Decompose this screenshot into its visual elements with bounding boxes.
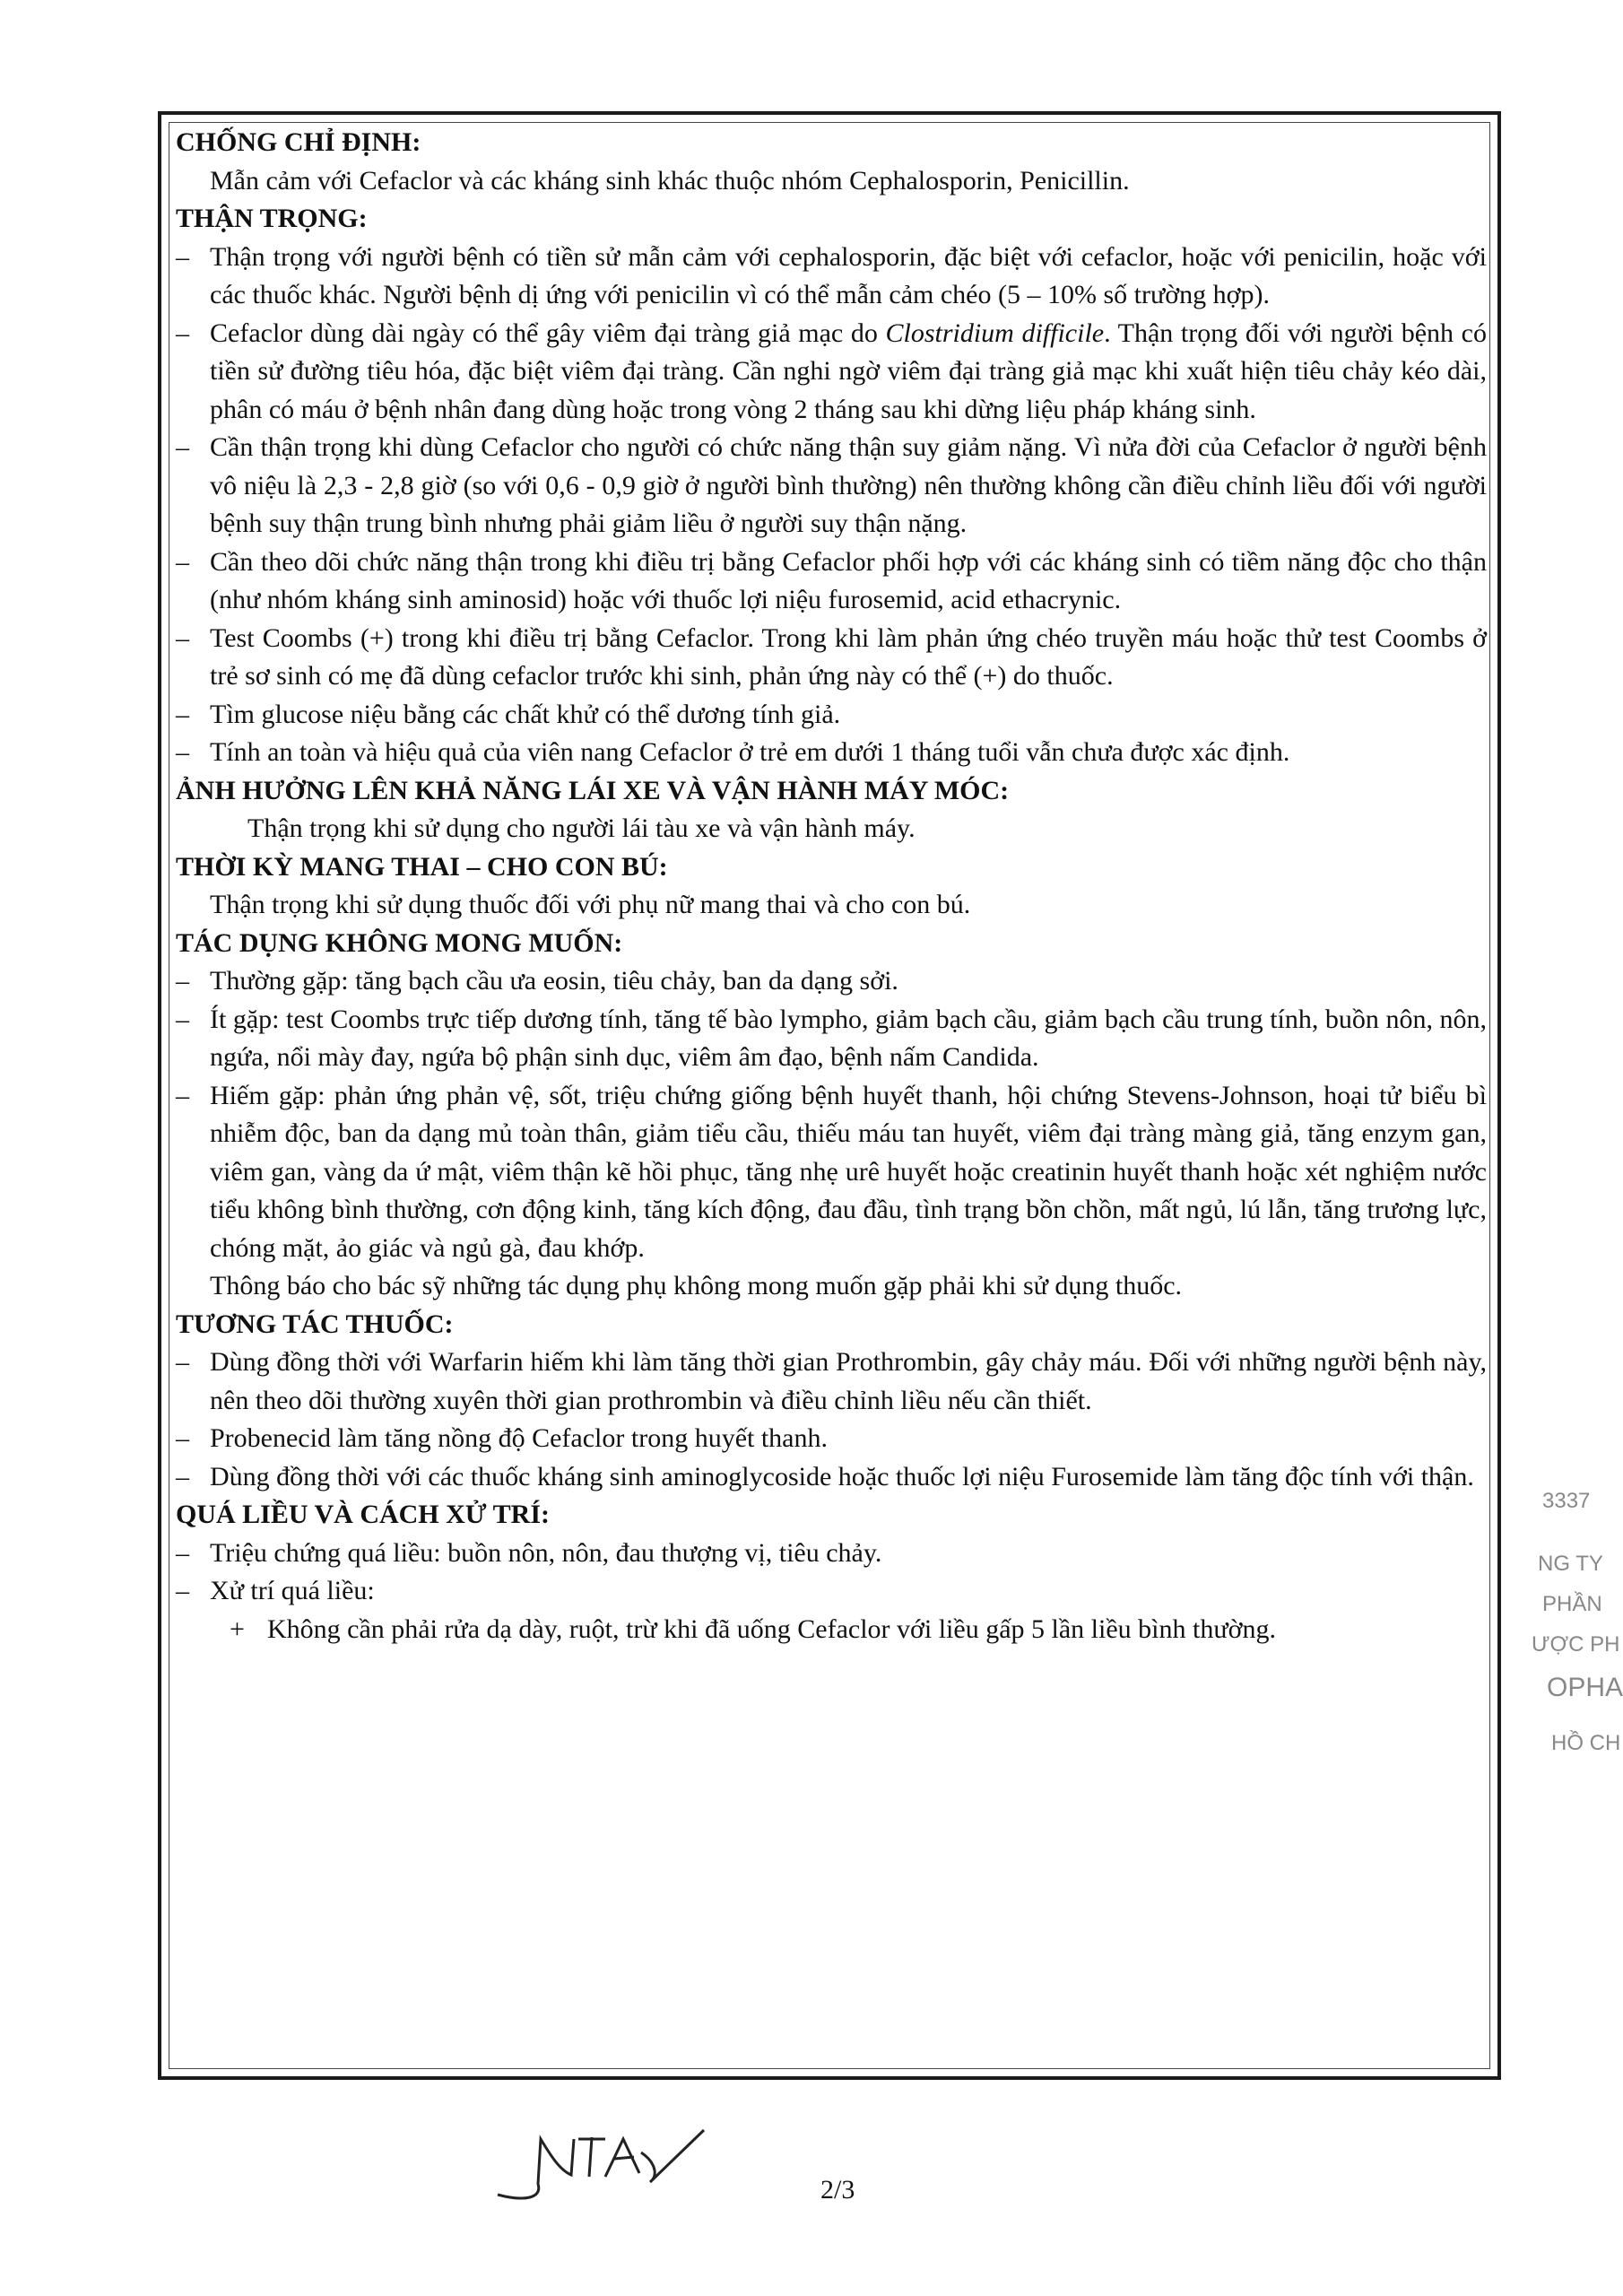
page-number: 2/3 <box>820 2175 855 2205</box>
adverse-note: Thông báo cho bác sỹ những tác dụng phụ không mong muốn gặp phải khi sử dụng thuốc. <box>210 1271 1183 1300</box>
interaction-heading: TƯƠNG TÁC THUỐC: <box>176 1309 454 1339</box>
pregnancy-text: Thận trọng khi sử dụng thuốc đối với phụ nữ mang thai và cho con bú. <box>210 890 971 919</box>
handwritten-signature <box>489 2112 722 2211</box>
caution-item-text: Thận trọng với người bệnh có tiền sử mẫn cảm với cephalosporin, đặc biệt với cefaclor, hoặc với penicilin, hoặc với các thuốc khác. Người bệnh dị ứng với penicilin vì có thể mẫn cảm chéo (5 – 10% số trường hợp). <box>210 241 1487 309</box>
overdose-sub-item <box>176 1611 1487 1649</box>
stamp-line: OPHA <box>1547 1673 1623 1702</box>
interaction-item <box>176 1458 1487 1497</box>
dash-marker: – <box>176 1423 189 1453</box>
caution-heading: THẬN TRỌNG: <box>176 204 368 233</box>
caution-item-text: Cefaclor dùng dài ngày có thể gây viêm đại tràng giả mạc do <box>210 317 886 348</box>
plus-marker: + <box>230 1613 245 1644</box>
adverse-effects-heading: TÁC DỤNG KHÔNG MONG MUỐN: <box>176 927 623 958</box>
stamp-line: HỒ CH <box>1551 1731 1621 1755</box>
overdose-item <box>176 1572 1487 1611</box>
caution-item <box>176 696 1487 735</box>
overdose-sub-item-text: Không cần phải rửa dạ dày, ruột, trừ khi đã uống Cefaclor với liều gấp 5 lần liều bình thường. <box>267 1613 1276 1644</box>
interaction-item <box>176 1344 1487 1420</box>
caution-item-text: Cần thận trọng khi dùng Cefaclor cho người có chức năng thận suy giảm nặng. Vì nửa đời của Cefaclor ở người bệnh vô niệu là 2,3 - 2,8 giờ (so với 0,6 - 0,9 giờ ở người bình thường) nên thường không cần điều chỉnh liều đối với người bệnh suy thận trung bình nhưng phải giảm liều ở người suy thận nặng. <box>210 432 1487 538</box>
dash-marker: – <box>176 432 189 462</box>
adverse-item <box>176 962 1487 1001</box>
caution-item <box>176 544 1487 620</box>
dash-marker: – <box>176 966 189 996</box>
adverse-item <box>176 1077 1487 1268</box>
dash-marker: – <box>176 622 189 653</box>
adverse-item <box>176 1001 1487 1077</box>
caution-item-text: Tính an toàn và hiệu quả của viên nang Cefaclor ở trẻ em dưới 1 tháng tuổi vẫn chưa được xác định. <box>210 737 1290 767</box>
overdose-heading: QUÁ LIỀU VÀ CÁCH XỬ TRÍ: <box>176 1500 550 1529</box>
caution-item-text: . Thận trọng đối với người bệnh có tiền sử đường tiêu hóa, đặc biệt viêm đại tràng. Cần nghi ngờ viêm đại tràng giả mạc khi xuất hiện tiêu chảy kéo dài, phân có máu ở bệnh nhân đang dùng hoặc trong vòng 2 tháng sau khi dừng liệu pháp kháng sinh. <box>210 317 1487 424</box>
interaction-item-text: Dùng đồng thời với các thuốc kháng sinh aminoglycoside hoặc thuốc lợi niệu Furosemide làm tăng độc tính với thận. <box>210 1461 1474 1492</box>
caution-item-text: Tìm glucose niệu bằng các chất khử có thể dương tính giả. <box>210 699 841 729</box>
caution-item-text: Cần theo dõi chức năng thận trong khi điều trị bằng Cefaclor phối hợp với các kháng sinh có tiềm năng độc cho thận (như nhóm kháng sinh aminosid) hoặc với thuốc lợi niệu furosemid, acid ethacrynic. <box>210 546 1487 614</box>
stamp-line: PHẦN <box>1542 1592 1602 1616</box>
dash-marker: – <box>176 737 189 767</box>
dash-marker: – <box>176 241 189 272</box>
bacteria-name: Clostridium difficile <box>885 317 1105 348</box>
stamp-line: 3337 <box>1542 1489 1591 1513</box>
pregnancy-heading: THỜI KỲ MANG THAI – CHO CON BÚ: <box>176 851 668 882</box>
driving-heading: ẢNH HƯỞNG LÊN KHẢ NĂNG LÁI XE VÀ VẬN HÀNH MÁY MÓC: <box>176 775 1010 805</box>
overdose-item-text: Xử trí quá liều: <box>210 1576 375 1605</box>
dash-marker: – <box>176 1080 189 1110</box>
caution-item <box>176 239 1487 315</box>
caution-item <box>176 315 1487 430</box>
stamp-line: NG TY <box>1538 1552 1603 1576</box>
dash-marker: – <box>176 317 189 348</box>
dash-marker: – <box>176 1537 189 1568</box>
overdose-item <box>176 1535 1487 1573</box>
dash-marker: – <box>176 1576 189 1605</box>
adverse-item-text: Thường gặp: tăng bạch cầu ưa eosin, tiêu chảy, ban da dạng sởi. <box>210 966 898 996</box>
leaflet-content <box>176 124 1487 1648</box>
interaction-item <box>176 1420 1487 1458</box>
driving-text: Thận trọng khi sử dụng cho người lái tàu xe và vận hành máy. <box>247 813 916 843</box>
dash-marker: – <box>176 1347 189 1377</box>
interaction-item-text: Probenecid làm tăng nồng độ Cefaclor trong huyết thanh. <box>210 1423 828 1453</box>
dash-marker: – <box>176 1461 189 1492</box>
overdose-item-text: Triệu chứng quá liều: buồn nôn, nôn, đau thượng vị, tiêu chảy. <box>210 1537 882 1568</box>
caution-item <box>176 429 1487 544</box>
partial-stamp <box>1515 1112 1623 1755</box>
caution-item <box>176 734 1487 772</box>
caution-item <box>176 620 1487 696</box>
adverse-item-text: Ít gặp: test Coombs trực tiếp dương tính, tăng tế bào lympho, giảm bạch cầu, giảm bạch cầu trung tính, buồn nôn, nôn, ngứa, nổi mày đay, ngứa bộ phận sinh dục, viêm âm đạo, bệnh nấm Candida. <box>210 1004 1487 1072</box>
contraindications-text: Mẫn cảm với Cefaclor và các kháng sinh khác thuộc nhóm Cephalosporin, Penicillin. <box>210 165 1130 196</box>
dash-marker: – <box>176 546 189 577</box>
dash-marker: – <box>176 699 189 729</box>
stamp-line: ƯỢC PH <box>1532 1632 1620 1657</box>
interaction-item-text: Dùng đồng thời với Warfarin hiếm khi làm tăng thời gian Prothrombin, gây chảy máu. Đối với những người bệnh này, nên theo dõi thường xuyên thời gian prothrombin và điều chỉnh liều nếu cần thiết. <box>210 1347 1487 1415</box>
dash-marker: – <box>176 1004 189 1034</box>
adverse-item-text: Hiếm gặp: phản ứng phản vệ, sốt, triệu chứng giống bệnh huyết thanh, hội chứng Stevens-Johnson, hoại tử biểu bì nhiễm độc, ban da dạng mủ toàn thân, giảm tiểu cầu, thiếu máu tan huyết, viêm đại tràng màng giả, tăng enzym gan, viêm gan, vàng da ứ mật, viêm thận kẽ hồi phục, tăng nhẹ urê huyết hoặc creatinin huyết thanh hoặc xét nghiệm nước tiểu không bình thường, cơn động kinh, tăng kích động, đau đầu, tình trạng bồn chồn, mất ngủ, lú lẫn, tăng trương lực, chóng mặt, ảo giác và ngủ gà, đau khớp. <box>210 1080 1487 1263</box>
contraindications-heading: CHỐNG CHỈ ĐỊNH: <box>176 127 421 157</box>
caution-item-text: Test Coombs (+) trong khi điều trị bằng Cefaclor. Trong khi làm phản ứng chéo truyền máu hoặc thử test Coombs ở trẻ sơ sinh có mẹ đã dùng cefaclor trước khi sinh, phản ứng này có thể (+) do thuốc. <box>210 622 1487 691</box>
